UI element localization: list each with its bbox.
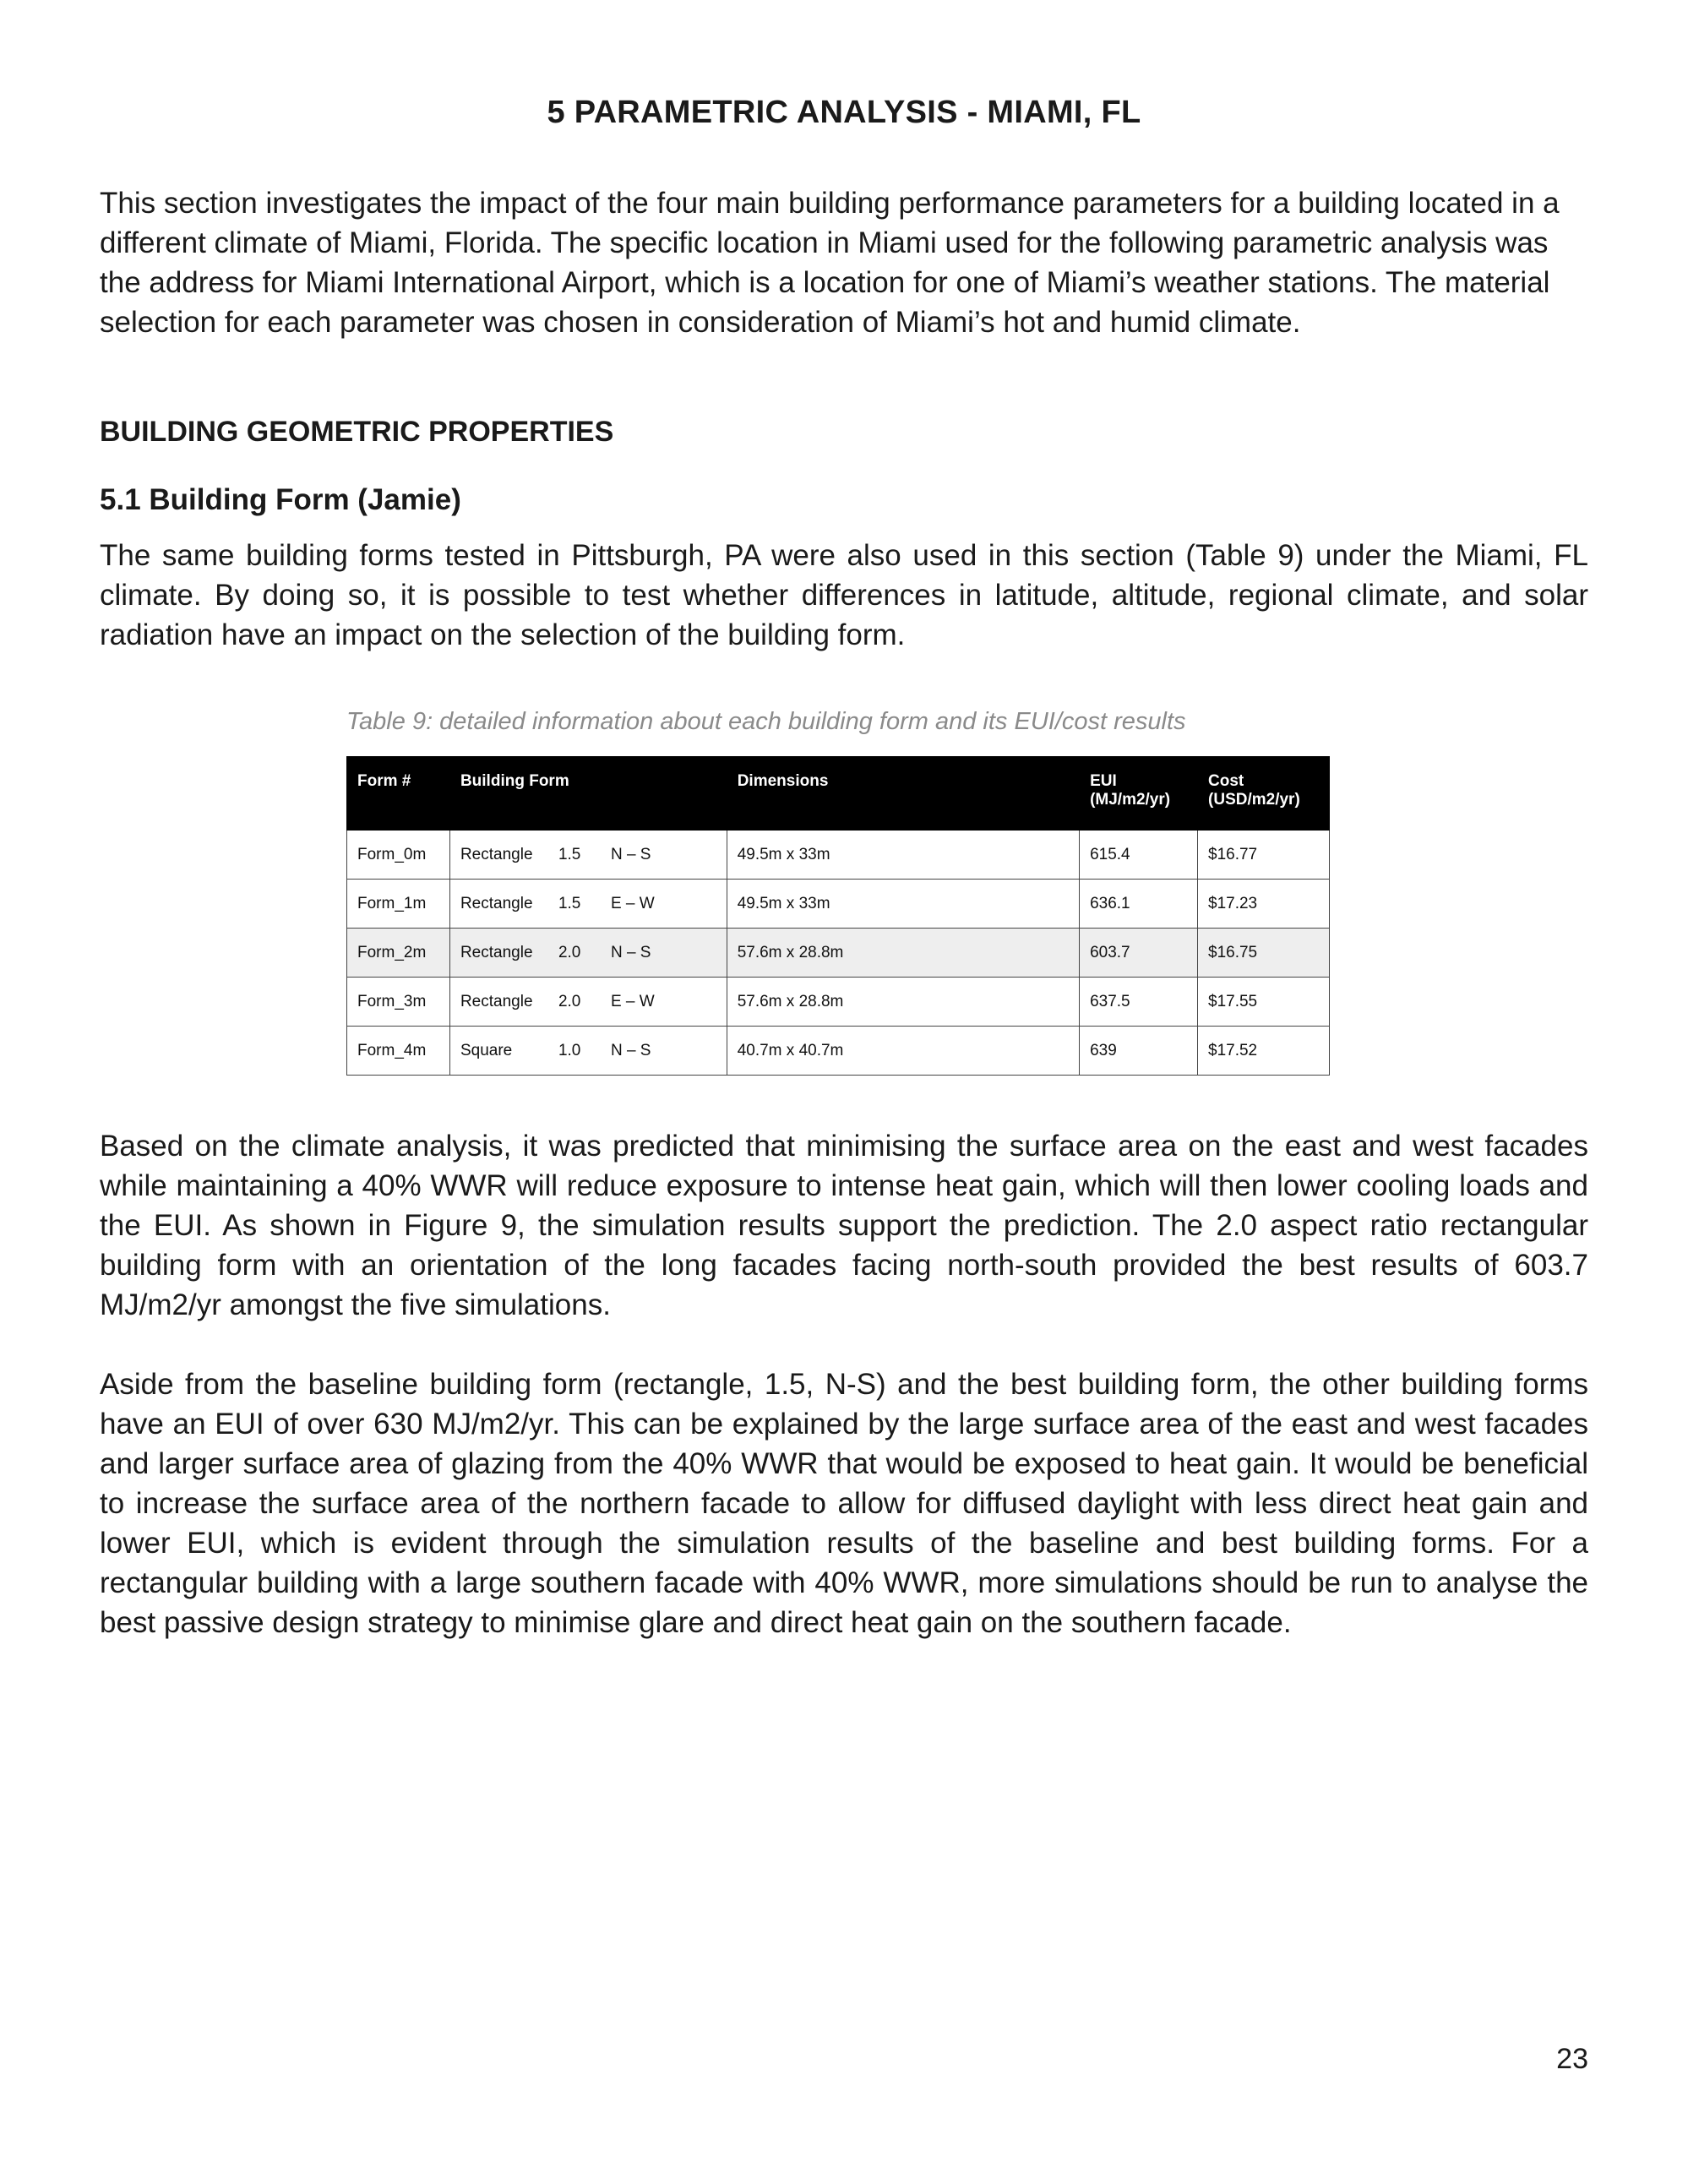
cell-ratio: 2.0 xyxy=(558,992,581,1010)
subsection-paragraph: The same building forms tested in Pittsburgh, PA were also used in this section (Table 9) under the Miami, FL climate. By doing so, it is possible to test whether differences in latitude, altitude, regional climate, and solar radiation have an impact on the selection of the building form. xyxy=(100,539,1588,651)
cell-cost: $17.55 xyxy=(1198,978,1330,1027)
intro-paragraph: This section investigates the impact of the four main building performance parameters for a building located in a different climate of Miami, Florida. The specific location in Miami used for the following parametric analysis was the address for Miami International Airport, which is a location for one of Miami’s weather stations. The material selection for each parameter was chosen in consideration of Miami’s hot and humid climate. xyxy=(100,187,1560,339)
cell-cost: $16.75 xyxy=(1198,929,1330,978)
building-form-table xyxy=(346,756,1330,1076)
cell-eui: 637.5 xyxy=(1080,978,1198,1027)
cell-building-form xyxy=(449,880,727,929)
cell-building-form xyxy=(449,1027,727,1076)
header-cost: Cost (USD/m2/yr) xyxy=(1198,757,1330,831)
header-eui: EUI (MJ/m2/yr) xyxy=(1080,757,1198,831)
header-dimensions: Dimensions xyxy=(727,757,1079,831)
cell-shape: Rectangle xyxy=(460,894,533,912)
header-building-form: Building Form xyxy=(449,757,727,831)
cell-eui: 639 xyxy=(1080,1027,1198,1076)
cell-eui: 615.4 xyxy=(1080,831,1198,880)
table-row xyxy=(347,880,1330,929)
table-row xyxy=(347,978,1330,1027)
cell-cost: $17.52 xyxy=(1198,1027,1330,1076)
table-row xyxy=(347,831,1330,880)
cell-form: Form_0m xyxy=(347,831,450,880)
cell-cost: $16.77 xyxy=(1198,831,1330,880)
cell-building-form xyxy=(449,831,727,880)
cell-ratio: 1.0 xyxy=(558,1041,581,1059)
cell-shape: Rectangle xyxy=(460,943,533,961)
cell-eui: 603.7 xyxy=(1080,929,1198,978)
cell-building-form xyxy=(449,929,727,978)
page-number: 23 xyxy=(1556,2043,1588,2075)
cell-dimensions: 49.5m x 33m xyxy=(727,880,1079,929)
cell-form: Form_4m xyxy=(347,1027,450,1076)
cell-form: Form_1m xyxy=(347,880,450,929)
subsection-heading: 5.1 Building Form (Jamie) xyxy=(100,483,461,516)
cell-shape: Rectangle xyxy=(460,845,533,863)
analysis-paragraph-2: Aside from the baseline building form (rectangle, 1.5, N-S) and the best building form, the other building forms have an EUI of over 630 MJ/m2/yr. This can be explained by the large surface area of the east and west facades and larger surface area of glazing from the 40% WWR that would be exposed to heat gain. It would be beneficial to increase the surface area of the northern facade to allow for diffused daylight with less direct heat gain and lower EUI, which is evident through the simulation results of the baseline and best building forms. For a rectangular building with a large southern facade with 40% WWR, more simulations should be run to analyse the best passive design strategy to minimise glare and direct heat gain on the southern facade. xyxy=(100,1368,1588,1639)
cell-dimensions: 57.6m x 28.8m xyxy=(727,929,1079,978)
analysis-paragraph-1: Based on the climate analysis, it was predicted that minimising the surface area on the east and west facades while maintaining a 40% WWR will reduce exposure to intense heat gain, which will then lower cooling loads and the EUI. As shown in Figure 9, the simulation results support the prediction. The 2.0 aspect ratio rectangular building form with an orientation of the long facades facing north-south provided the best results of 603.7 MJ/m2/yr amongst the five simulations. xyxy=(100,1130,1588,1321)
document-page xyxy=(100,0,1588,2184)
cell-dimensions: 40.7m x 40.7m xyxy=(727,1027,1079,1076)
table-row xyxy=(347,1027,1330,1076)
header-form: Form # xyxy=(347,757,450,831)
table-row xyxy=(347,929,1330,978)
cell-eui: 636.1 xyxy=(1080,880,1198,929)
page-title: 5 PARAMETRIC ANALYSIS - MIAMI, FL xyxy=(547,95,1141,130)
cell-orientation: E – W xyxy=(610,894,655,912)
cell-ratio: 2.0 xyxy=(558,943,581,961)
cell-building-form xyxy=(449,978,727,1027)
table-header-row xyxy=(347,757,1330,831)
cell-form: Form_3m xyxy=(347,978,450,1027)
section-heading: BUILDING GEOMETRIC PROPERTIES xyxy=(100,416,614,448)
cell-dimensions: 57.6m x 28.8m xyxy=(727,978,1079,1027)
cell-form: Form_2m xyxy=(347,929,450,978)
cell-orientation: N – S xyxy=(610,1041,651,1059)
cell-shape: Square xyxy=(460,1041,513,1059)
cell-shape: Rectangle xyxy=(460,992,533,1010)
cell-cost: $17.23 xyxy=(1198,880,1330,929)
cell-ratio: 1.5 xyxy=(558,894,581,912)
cell-orientation: N – S xyxy=(610,943,651,961)
table-caption: Table 9: detailed information about each building form and its EUI/cost results xyxy=(346,708,1186,735)
cell-dimensions: 49.5m x 33m xyxy=(727,831,1079,880)
cell-ratio: 1.5 xyxy=(558,845,581,863)
cell-orientation: N – S xyxy=(610,845,651,863)
cell-orientation: E – W xyxy=(610,992,655,1010)
